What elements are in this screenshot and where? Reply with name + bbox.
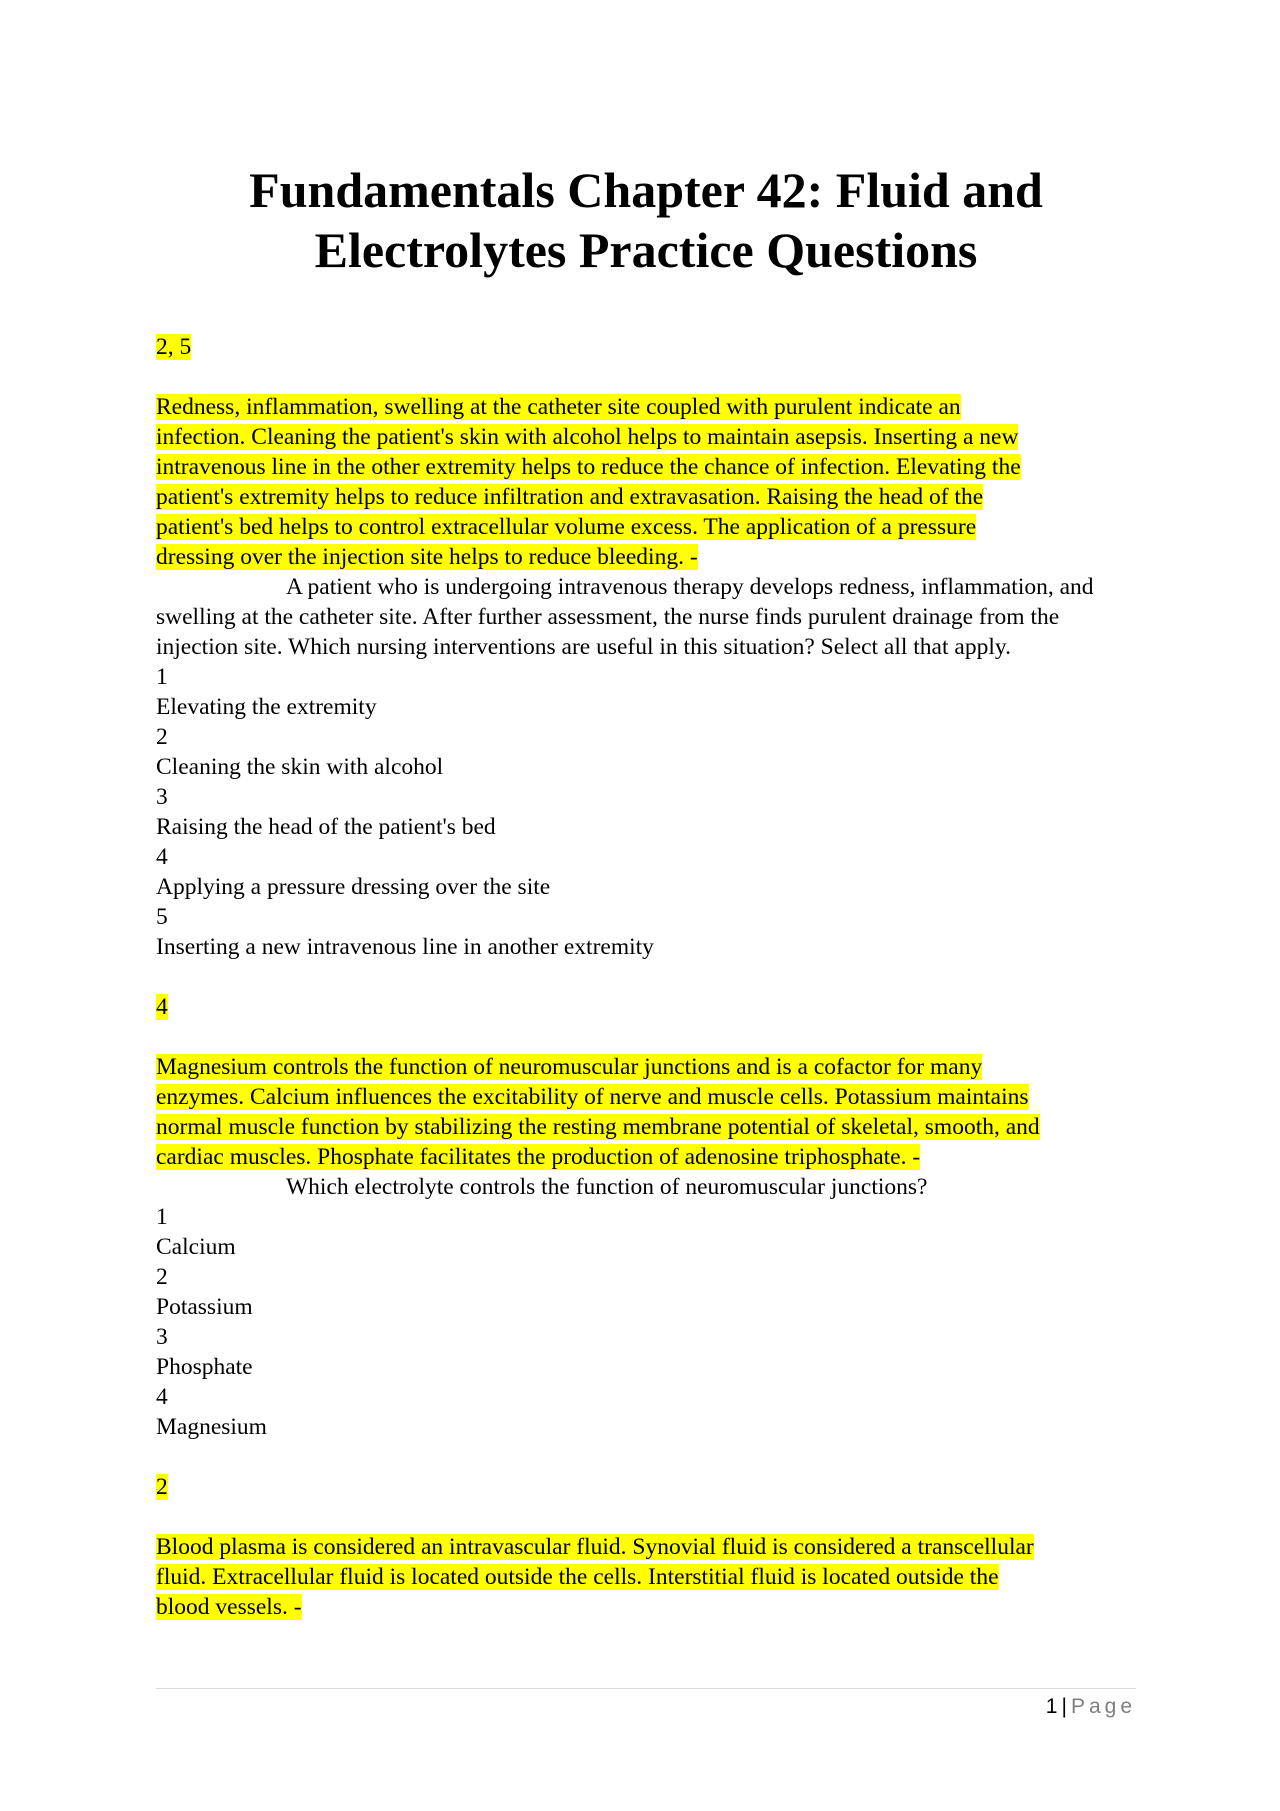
explanation-line: patient's bed helps to control extracellular volume excess. The application of a pressure — [156, 514, 977, 540]
explanation-line: enzymes. Calcium influences the excitability of nerve and muscle cells. Potassium maintains — [156, 1084, 1029, 1110]
option-text: Potassium — [156, 1294, 253, 1320]
explanation-line: Magnesium controls the function of neuromuscular junctions and is a cofactor for many — [156, 1054, 983, 1080]
question-text: A patient who is undergoing intravenous therapy develops redness, inflammation, and swelling at the catheter site. After further assessment, the nurse finds purulent drainage from the injection site. Which nursing interventions are useful in this situation? Select all that apply. — [156, 574, 1094, 660]
document-title — [156, 160, 1136, 280]
option-list — [156, 662, 1136, 962]
option-number: 2 — [156, 724, 168, 750]
option-number: 4 — [156, 1384, 168, 1410]
explanation-line: cardiac muscles. Phosphate facilitates the production of adenosine triphosphate. - — [156, 1144, 921, 1170]
page-label: Page — [1070, 1695, 1136, 1718]
answer-key: 4 — [156, 994, 168, 1020]
explanation-line: patient's extremity helps to reduce infiltration and extravasation. Raising the head of the — [156, 484, 984, 510]
title-line-1: Fundamentals Chapter 42: Fluid and — [249, 162, 1043, 218]
answer-key: 2, 5 — [156, 334, 192, 360]
option-number: 3 — [156, 1324, 168, 1350]
option-number: 2 — [156, 1264, 168, 1290]
explanation-line: blood vessels. - — [156, 1594, 302, 1620]
explanation-line: fluid. Extracellular fluid is located outside the cells. Interstitial fluid is located outside the — [156, 1564, 999, 1590]
answer-explanation — [156, 392, 1136, 572]
question-text: Which electrolyte controls the function of neuromuscular junctions? — [286, 1174, 928, 1200]
question-block-1 — [156, 332, 1136, 962]
option-text: Applying a pressure dressing over the site — [156, 874, 551, 900]
option-text: Inserting a new intravenous line in another extremity — [156, 934, 654, 960]
footer-separator: | — [1061, 1695, 1067, 1718]
option-text: Raising the head of the patient's bed — [156, 814, 496, 840]
option-number: 1 — [156, 664, 168, 690]
option-text: Phosphate — [156, 1354, 253, 1380]
footer-divider — [156, 1688, 1136, 1689]
answer-explanation — [156, 1532, 1136, 1622]
document-page — [156, 160, 1136, 1652]
explanation-line: dressing over the injection site helps to reduce bleeding. - — [156, 544, 698, 570]
answer-explanation — [156, 1052, 1136, 1172]
title-line-2: Electrolytes Practice Questions — [314, 222, 978, 278]
explanation-line: infection. Cleaning the patient's skin with alcohol helps to maintain asepsis. Inserting a new — [156, 424, 1019, 450]
option-list — [156, 1202, 1136, 1442]
option-number: 1 — [156, 1204, 168, 1230]
option-text: Calcium — [156, 1234, 236, 1260]
explanation-line: Blood plasma is considered an intravascular fluid. Synovial fluid is considered a transcellular — [156, 1534, 1034, 1560]
option-text: Magnesium — [156, 1414, 267, 1440]
explanation-line: intravenous line in the other extremity helps to reduce the chance of infection. Elevating the — [156, 454, 1021, 480]
explanation-line: Redness, inflammation, swelling at the catheter site coupled with purulent indicate an — [156, 394, 961, 420]
explanation-line: normal muscle function by stabilizing the resting membrane potential of skeletal, smooth, and — [156, 1114, 1040, 1140]
option-text: Cleaning the skin with alcohol — [156, 754, 444, 780]
option-number: 5 — [156, 904, 168, 930]
option-number: 3 — [156, 784, 168, 810]
option-text: Elevating the extremity — [156, 694, 377, 720]
answer-key: 2 — [156, 1474, 168, 1500]
question-block-3 — [156, 1472, 1136, 1622]
page-footer — [1046, 1694, 1136, 1720]
option-number: 4 — [156, 844, 168, 870]
question-block-2 — [156, 992, 1136, 1442]
page-number: 1 — [1045, 1695, 1058, 1718]
document-content — [156, 332, 1136, 1622]
